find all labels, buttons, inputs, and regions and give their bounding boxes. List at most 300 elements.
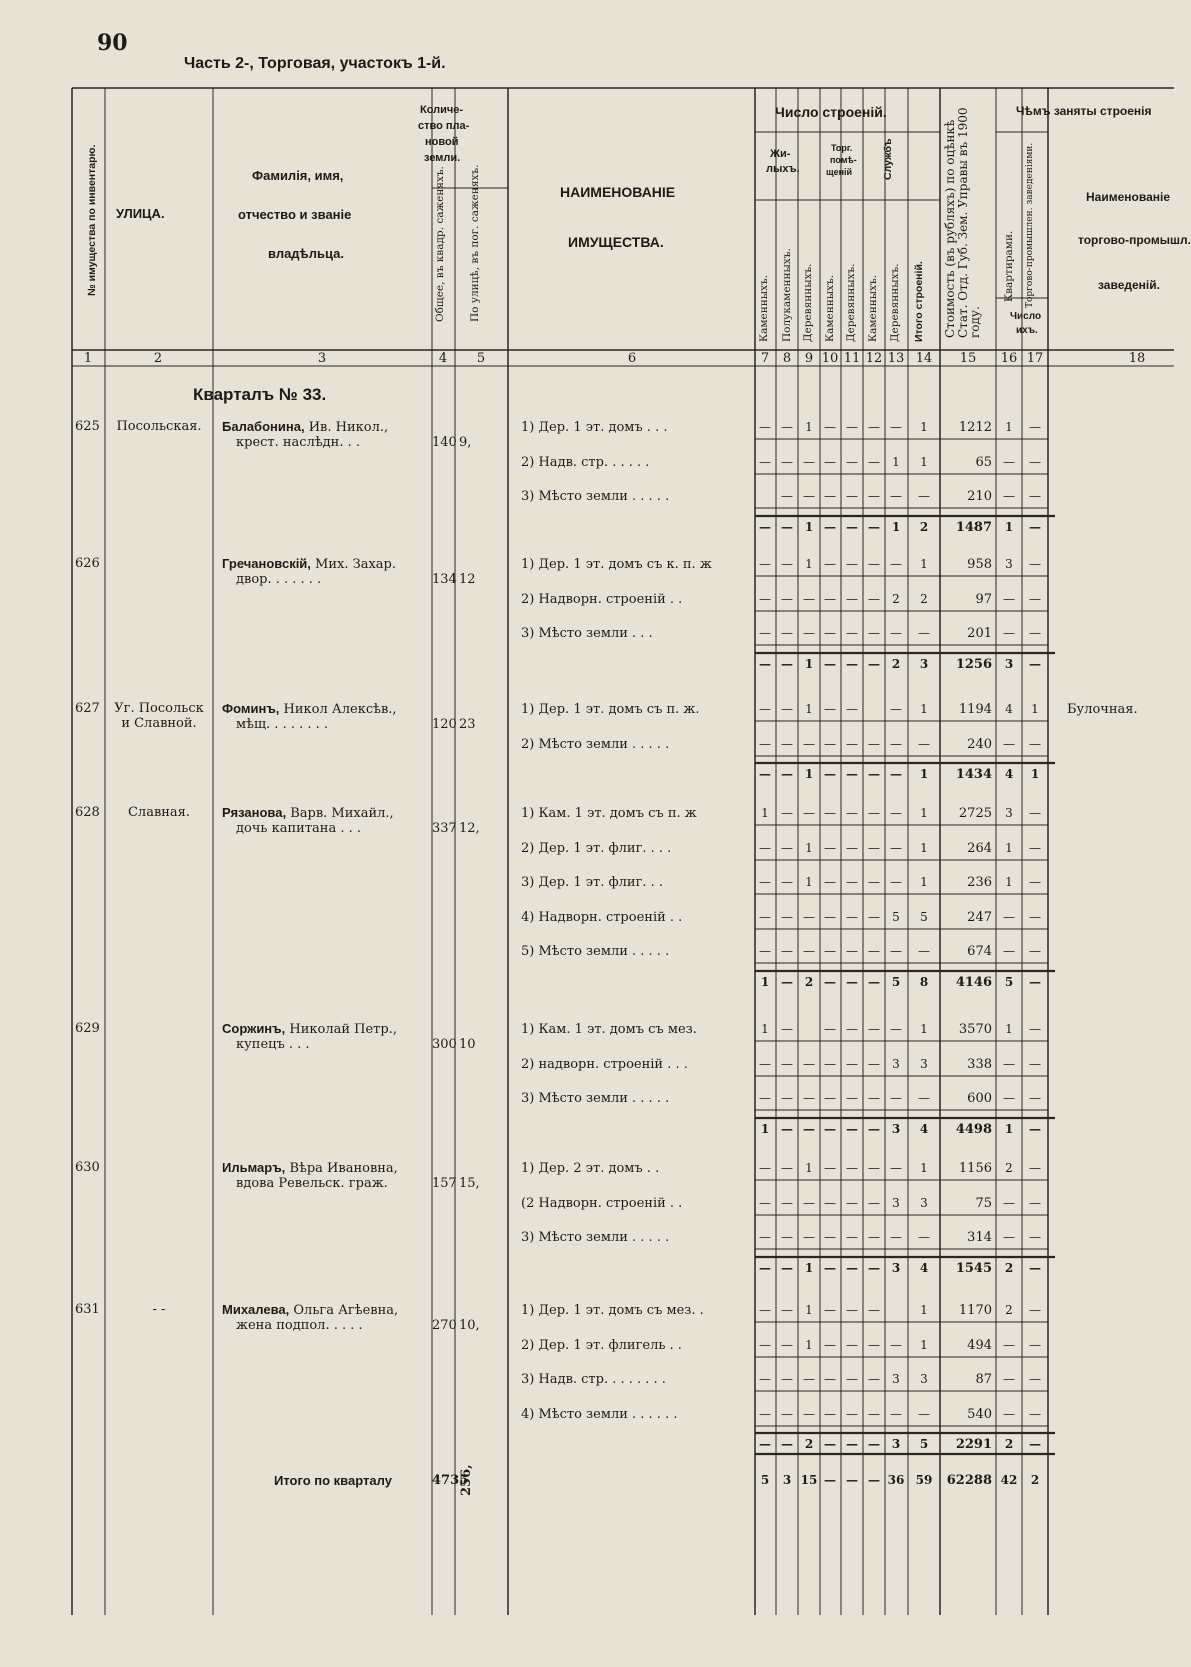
count-c7: —: [759, 1091, 771, 1105]
count-c12: —: [868, 875, 880, 889]
value-rubles: 600: [967, 1091, 992, 1106]
land-area: 300: [432, 1037, 457, 1052]
count-c11: —: [846, 1261, 858, 1275]
count-c14: 2: [920, 592, 928, 606]
street-name-2: и Славной.: [121, 716, 197, 731]
count-c11: —: [846, 1122, 858, 1136]
count-enterprises: —: [1029, 944, 1041, 958]
value-rubles: 240: [967, 737, 992, 752]
header-c18-2: торгово-промышл.: [1078, 233, 1191, 247]
property-item: 3) Мѣсто земли . . . . .: [521, 1230, 670, 1245]
count-c13: 3: [892, 1196, 900, 1210]
owner-name: [222, 1302, 398, 1318]
count-c7: —: [759, 1407, 771, 1421]
count-c8: —: [781, 520, 793, 534]
count-c10: —: [824, 626, 836, 640]
count-c12: —: [868, 1338, 880, 1352]
count-enterprises: —: [1029, 875, 1041, 889]
value-rubles: 1545: [955, 1261, 992, 1276]
quarter-total-frontage: 256,: [459, 1464, 474, 1496]
count-c7: —: [759, 520, 771, 534]
value-rubles: 338: [967, 1057, 992, 1072]
count-c13: 3: [891, 1122, 901, 1136]
count-c7: —: [759, 767, 771, 781]
count-c11: —: [846, 557, 858, 571]
value-rubles: 1156: [958, 1161, 992, 1176]
count-apartments: 2: [1004, 1437, 1014, 1451]
column-number: 5: [476, 351, 486, 366]
count-c11: —: [846, 1091, 858, 1105]
owner-surname: Рязанова,: [222, 805, 287, 820]
count-c14: —: [918, 944, 930, 958]
count-enterprises: —: [1029, 1261, 1041, 1275]
count-c9: 1: [805, 1303, 813, 1317]
owner-surname: Фоминъ,: [222, 701, 280, 716]
header-inventory-no: № имущества по инвентарю.: [86, 144, 98, 296]
count-c7: 5: [760, 1473, 770, 1487]
count-c9: —: [803, 1407, 815, 1421]
property-item: 3) Мѣсто земли . . . . .: [521, 489, 670, 504]
value-rubles: 65: [975, 455, 992, 470]
count-c8: —: [781, 626, 793, 640]
owner-name: [222, 805, 394, 821]
count-c7: —: [759, 626, 771, 640]
count-c12: —: [868, 1473, 880, 1487]
count-c13: —: [890, 944, 902, 958]
count-apartments: —: [1003, 1230, 1015, 1244]
land-frontage: 10,: [459, 1318, 480, 1333]
property-item: (2 Надворн. строеній . .: [521, 1196, 683, 1211]
value-rubles: 1170: [958, 1303, 992, 1318]
inventory-number: 630: [75, 1160, 100, 1175]
count-c8: —: [781, 841, 793, 855]
count-c8: —: [781, 767, 793, 781]
count-c11: —: [846, 1372, 858, 1386]
owner-given: Никол Алексѣв.,: [279, 702, 397, 717]
count-apartments: 3: [1005, 806, 1013, 820]
count-c7: —: [759, 875, 771, 889]
land-frontage: 9,: [459, 435, 472, 450]
value-rubles: 3570: [958, 1022, 992, 1037]
header-frontage: По улицѣ, въ пог. саженяхъ.: [469, 164, 481, 322]
count-c13: —: [890, 737, 902, 751]
count-apartments: —: [1003, 1338, 1015, 1352]
header-land-3: новой: [425, 136, 459, 148]
count-c13: —: [890, 841, 902, 855]
count-c8: —: [781, 1057, 793, 1071]
count-enterprises: —: [1029, 1091, 1041, 1105]
count-c9: —: [803, 806, 815, 820]
count-c8: —: [781, 657, 793, 671]
header-c14: Итого строеній.: [913, 261, 925, 342]
count-enterprises: —: [1029, 910, 1041, 924]
count-c8: —: [781, 875, 793, 889]
count-c11: —: [846, 806, 858, 820]
column-number: 15: [959, 351, 977, 366]
count-c8: —: [781, 1372, 793, 1386]
count-c11: —: [846, 1230, 858, 1244]
count-c13: 1: [891, 520, 901, 534]
count-enterprises: —: [1029, 737, 1041, 751]
value-rubles: 674: [967, 944, 992, 959]
count-c12: —: [868, 657, 880, 671]
header-living-1: Жи-: [770, 148, 791, 160]
count-c13: 5: [892, 910, 900, 924]
count-c13: 5: [891, 975, 901, 989]
count-c12: —: [868, 767, 880, 781]
count-c9: 1: [804, 1261, 814, 1275]
header-c7: Каменныхъ.: [758, 274, 770, 342]
inventory-number: 627: [75, 701, 100, 716]
count-c11: —: [846, 1303, 858, 1317]
count-c10: —: [824, 1407, 836, 1421]
count-c9: 1: [805, 557, 813, 571]
header-value: Стоимость (въ рубляхъ) по оцѣнкѣ Стат. Отд. Губ. Зем. Управы въ 1900 году.: [943, 107, 983, 338]
quarter-total-label: Итого по кварталу: [274, 1473, 392, 1488]
header-land-4: земли.: [424, 152, 461, 164]
count-c8: —: [781, 1338, 793, 1352]
count-c12: —: [868, 1230, 880, 1244]
header-c13: Деревянныхъ.: [889, 263, 901, 342]
count-apartments: —: [1003, 1057, 1015, 1071]
count-c11: —: [846, 1161, 858, 1175]
header-occupied: Чѣмъ заняты строенія: [1016, 104, 1152, 118]
count-c7: —: [759, 841, 771, 855]
count-c9: 1: [804, 657, 814, 671]
count-c14: 1: [920, 1338, 928, 1352]
inventory-number: 626: [75, 556, 100, 571]
count-c11: —: [846, 944, 858, 958]
count-c14: 3: [919, 657, 929, 671]
header-trade-1: Торг.: [831, 143, 853, 153]
count-c7: —: [759, 557, 771, 571]
owner-given: Ольга Агѣевна,: [289, 1303, 399, 1318]
count-c7: —: [759, 420, 771, 434]
owner-name: [222, 701, 397, 717]
land-area: 337: [432, 821, 457, 836]
value-rubles: 540: [967, 1407, 992, 1422]
count-c12: —: [868, 489, 880, 503]
count-c10: —: [824, 944, 836, 958]
count-c12: —: [868, 1303, 880, 1317]
count-enterprises: 1: [1030, 767, 1040, 781]
property-item: 1) Кам. 1 эт. домъ съ п. ж: [521, 806, 697, 821]
count-c8: —: [781, 1161, 793, 1175]
property-item: 2) Надворн. строеній . .: [521, 592, 683, 607]
owner-given: Николай Петр.,: [285, 1022, 397, 1037]
owner-surname: Гречановскій,: [222, 556, 311, 571]
header-c18-3: заведеній.: [1098, 278, 1160, 292]
property-item: 2) Надв. стр. . . . . .: [521, 455, 650, 470]
count-c13: —: [890, 557, 902, 571]
header-c17: Торгово-промышлен. заведеніями.: [1025, 142, 1035, 308]
count-c11: —: [846, 737, 858, 751]
count-c9: 2: [804, 1437, 814, 1451]
count-enterprises: —: [1029, 1303, 1041, 1317]
count-c10: —: [824, 1196, 836, 1210]
count-c7: 1: [761, 806, 769, 820]
count-c14: —: [918, 737, 930, 751]
property-item: 3) Надв. стр. . . . . . . .: [521, 1372, 666, 1387]
count-c7: —: [759, 1230, 771, 1244]
count-c10: —: [824, 1230, 836, 1244]
count-c12: —: [868, 975, 880, 989]
owner-surname: Михалева,: [222, 1302, 290, 1317]
count-c11: —: [846, 455, 858, 469]
count-c7: —: [759, 910, 771, 924]
header-owner-1: Фамилія, имя,: [252, 168, 344, 183]
count-c14: 8: [919, 975, 929, 989]
count-c12: —: [868, 1196, 880, 1210]
land-frontage: 12,: [459, 821, 480, 836]
count-c8: —: [781, 489, 793, 503]
count-c12: —: [868, 841, 880, 855]
count-c13: —: [890, 420, 902, 434]
count-c8: —: [781, 1437, 793, 1451]
header-property-1: НАИМЕНОВАНІЕ: [560, 184, 676, 200]
count-c14: 2: [919, 520, 929, 534]
count-c11: —: [846, 1022, 858, 1036]
count-c9: —: [803, 455, 815, 469]
land-frontage: 15,: [459, 1176, 480, 1191]
header-living-2: лыхъ.: [766, 163, 800, 175]
count-c8: —: [781, 420, 793, 434]
column-number: 9: [804, 351, 814, 366]
count-c7: —: [759, 1338, 771, 1352]
count-c9: 1: [805, 875, 813, 889]
count-c8: —: [781, 1303, 793, 1317]
header-c8: Полукаменныхъ.: [781, 248, 793, 342]
count-c7: —: [759, 737, 771, 751]
count-c9: 1: [804, 520, 814, 534]
count-apartments: —: [1003, 910, 1015, 924]
count-c13: 2: [891, 657, 901, 671]
value-rubles: 2725: [958, 806, 992, 821]
value-rubles: 1194: [958, 702, 992, 717]
count-enterprises: —: [1029, 806, 1041, 820]
count-c8: —: [781, 1022, 793, 1036]
value-rubles: 236: [967, 875, 992, 890]
count-c10: —: [824, 592, 836, 606]
count-c9: 1: [804, 767, 814, 781]
count-c8: —: [781, 737, 793, 751]
count-c10: —: [824, 455, 836, 469]
count-c9: 1: [805, 841, 813, 855]
owner-name: [222, 1160, 398, 1176]
count-c11: —: [846, 1057, 858, 1071]
quarter-title: Кварталъ № 33.: [193, 385, 327, 404]
count-enterprises: —: [1029, 626, 1041, 640]
count-c13: —: [890, 1338, 902, 1352]
count-c8: —: [781, 1230, 793, 1244]
count-c10: —: [824, 1057, 836, 1071]
count-c9: 1: [805, 1161, 813, 1175]
count-c14: 1: [920, 841, 928, 855]
count-c8: —: [781, 806, 793, 820]
count-c11: —: [846, 420, 858, 434]
count-enterprises: —: [1029, 420, 1041, 434]
value-rubles: 264: [967, 841, 992, 856]
count-c13: —: [890, 875, 902, 889]
property-item: 2) Мѣсто земли . . . . .: [521, 737, 670, 752]
count-c14: 1: [920, 702, 928, 716]
count-c8: —: [781, 1091, 793, 1105]
count-apartments: 2: [1004, 1261, 1014, 1275]
value-rubles: 4498: [955, 1122, 992, 1137]
value-rubles: 75: [975, 1196, 992, 1211]
header-c12: Каменныхъ.: [867, 274, 879, 342]
property-item: 4) Мѣсто земли . . . . . .: [521, 1407, 678, 1422]
count-c8: —: [781, 1261, 793, 1275]
owner-given: Вѣра Ивановна,: [285, 1161, 398, 1176]
count-c9: —: [803, 626, 815, 640]
count-c14: 3: [920, 1057, 928, 1071]
owner-title: жена подпол. . . . .: [236, 1318, 363, 1333]
land-area: 270: [432, 1318, 457, 1333]
land-area: 140: [432, 435, 457, 450]
count-enterprises: —: [1029, 1022, 1041, 1036]
header-c16: Квартирами.: [1003, 230, 1015, 302]
enterprise-name: Булочная.: [1067, 702, 1138, 717]
column-number: 2: [153, 351, 163, 366]
property-item: 3) Мѣсто земли . . .: [521, 626, 653, 641]
count-c12: —: [868, 806, 880, 820]
count-c14: —: [918, 1230, 930, 1244]
property-item: 5) Мѣсто земли . . . . .: [521, 944, 670, 959]
header-land-2: ство пла-: [418, 120, 470, 132]
inventory-number: 631: [75, 1302, 100, 1317]
count-c11: —: [846, 875, 858, 889]
header-count-1: Число: [1010, 311, 1042, 322]
owner-surname: Балабонина,: [222, 419, 305, 434]
value-rubles: 97: [975, 592, 992, 607]
count-apartments: 1: [1005, 875, 1013, 889]
count-c10: —: [824, 1372, 836, 1386]
count-c12: —: [868, 1407, 880, 1421]
count-c9: 1: [805, 702, 813, 716]
count-c10: —: [824, 1261, 836, 1275]
count-enterprises: —: [1029, 592, 1041, 606]
count-apartments: —: [1003, 489, 1015, 503]
count-enterprises: —: [1029, 1372, 1041, 1386]
count-apartments: 2: [1005, 1303, 1013, 1317]
property-item: 1) Дер. 1 эт. домъ . . .: [521, 420, 668, 435]
count-c8: 3: [782, 1473, 792, 1487]
count-c9: —: [803, 1230, 815, 1244]
count-c9: 2: [804, 975, 814, 989]
count-c10: —: [824, 1091, 836, 1105]
count-apartments: 4: [1004, 767, 1014, 781]
count-c7: 1: [760, 975, 770, 989]
count-c8: —: [781, 557, 793, 571]
count-c11: —: [846, 841, 858, 855]
count-c14: 5: [919, 1437, 929, 1451]
count-enterprises: —: [1029, 1437, 1041, 1451]
count-c7: —: [759, 1196, 771, 1210]
count-c12: —: [868, 520, 880, 534]
count-c12: —: [868, 1372, 880, 1386]
count-c13: 3: [891, 1261, 901, 1275]
owner-surname: Ильмаръ,: [222, 1160, 286, 1175]
count-enterprises: —: [1029, 1230, 1041, 1244]
count-c11: —: [846, 702, 858, 716]
count-c8: —: [781, 1122, 793, 1136]
count-c13: 36: [887, 1473, 905, 1487]
count-c14: 59: [915, 1473, 933, 1487]
column-number: 8: [782, 351, 792, 366]
count-c12: —: [868, 1437, 880, 1451]
count-c14: 4: [919, 1261, 929, 1275]
count-c13: —: [890, 1022, 902, 1036]
count-c12: —: [868, 455, 880, 469]
count-c12: —: [868, 1057, 880, 1071]
count-apartments: 2: [1005, 1161, 1013, 1175]
count-c9: —: [803, 1091, 815, 1105]
value-rubles: 314: [967, 1230, 992, 1245]
count-c13: —: [890, 489, 902, 503]
value-rubles: 201: [967, 626, 992, 641]
count-c13: 2: [892, 592, 900, 606]
count-c10: —: [824, 557, 836, 571]
count-c10: —: [824, 420, 836, 434]
column-number: 13: [887, 351, 905, 366]
count-apartments: 1: [1005, 420, 1013, 434]
count-c10: —: [824, 1161, 836, 1175]
count-enterprises: —: [1029, 1122, 1041, 1136]
count-c14: 1: [920, 420, 928, 434]
count-c13: 3: [891, 1437, 901, 1451]
header-c10: Каменныхъ.: [824, 274, 836, 342]
land-frontage: 10: [459, 1037, 476, 1052]
count-enterprises: —: [1029, 557, 1041, 571]
count-c14: 1: [920, 875, 928, 889]
street-name: Уг. Посольск: [114, 701, 204, 716]
count-c12: —: [868, 592, 880, 606]
count-c9: —: [803, 944, 815, 958]
count-c9: 1: [805, 1338, 813, 1352]
owner-title: купецъ . . .: [236, 1037, 310, 1052]
owner-title: мѣщ. . . . . . . .: [236, 717, 329, 732]
count-enterprises: —: [1029, 975, 1041, 989]
count-apartments: —: [1003, 626, 1015, 640]
page-number: 90: [97, 30, 128, 56]
count-c8: —: [781, 1196, 793, 1210]
owner-given: Мих. Захар.: [310, 557, 397, 572]
column-number: 7: [760, 351, 770, 366]
header-trade-2: помѣ-: [830, 155, 857, 165]
count-c13: —: [890, 767, 902, 781]
page-heading: Часть 2-, Торговая, участокъ 1-й.: [184, 55, 446, 72]
property-item: 1) Дер. 1 эт. домъ съ к. п. ж: [521, 557, 712, 572]
owner-title: дочь капитана . . .: [236, 821, 361, 836]
count-c11: —: [846, 1196, 858, 1210]
count-enterprises: —: [1029, 1407, 1041, 1421]
count-c11: —: [846, 975, 858, 989]
owner-surname: Соржинъ,: [222, 1021, 286, 1036]
count-c13: —: [890, 626, 902, 640]
count-c10: —: [824, 489, 836, 503]
count-apartments: 1: [1004, 520, 1014, 534]
count-c12: —: [868, 420, 880, 434]
value-rubles: 1434: [955, 767, 992, 782]
count-c10: —: [824, 841, 836, 855]
count-c10: —: [824, 875, 836, 889]
count-c7: 1: [760, 1122, 770, 1136]
count-apartments: —: [1003, 1091, 1015, 1105]
count-c14: —: [918, 626, 930, 640]
count-apartments: —: [1003, 1372, 1015, 1386]
property-item: 2) надворн. строеній . . .: [521, 1057, 688, 1072]
